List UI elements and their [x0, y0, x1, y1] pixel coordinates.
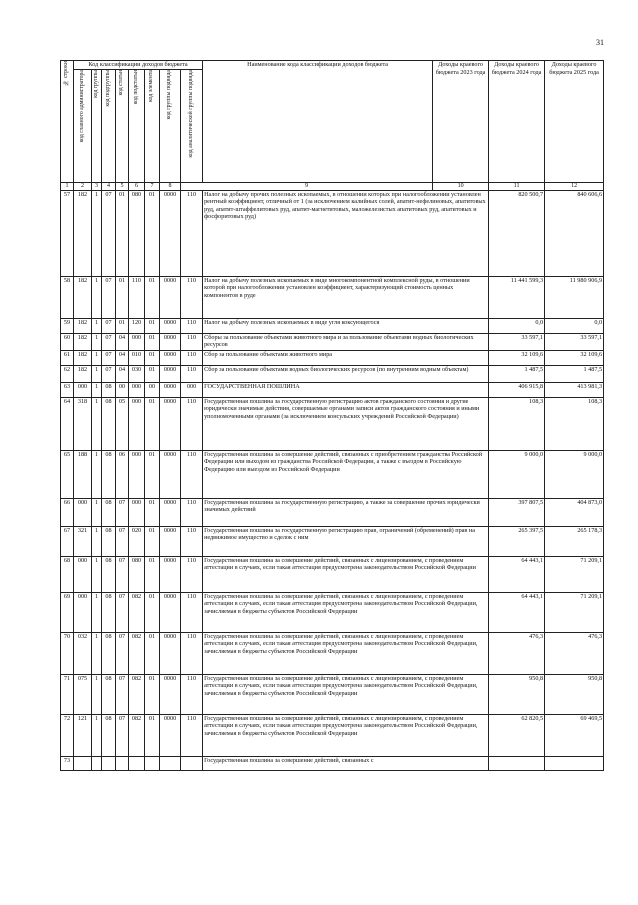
income-2023-cell: 0,0	[489, 319, 545, 334]
analytic-code-cell: 110	[181, 675, 203, 715]
table-row	[61, 319, 604, 334]
article-code-cell: 07	[116, 557, 129, 593]
income-2024-cell: 265 178,3	[545, 527, 604, 557]
element-code-cell: 01	[145, 398, 160, 451]
revenue-name-cell: Сбор за пользование объектами водных биологических ресурсов (по внутренним водным объектам)	[203, 366, 489, 383]
row-number-header: № строки	[61, 61, 74, 183]
group-code-cell: 1	[92, 557, 102, 593]
subtype-group-code-header: код группы подвида	[160, 70, 181, 183]
group-code-header: код группы	[92, 70, 102, 183]
element-code-cell: 01	[145, 366, 160, 383]
column-number: 8	[160, 183, 181, 191]
column-number: 3	[92, 183, 102, 191]
revenue-name-cell: Государственная пошлина за совершение действий, связанных с лицензированием, с проведением аттестации в случаях, если такая аттестация предусмотрена законодательством Российской Федерации, зачисляемая в бюджеты субъектов Российской Федерации	[203, 633, 489, 675]
subtype-group-code-cell: 0000	[160, 319, 181, 334]
admin-code-cell: 182	[74, 366, 92, 383]
income-2024-cell: 108,3	[545, 398, 604, 451]
income-2024-header: Доходы краевого бюджета 2024 года	[489, 61, 545, 183]
income-2023-cell	[489, 757, 545, 771]
income-2023-cell: 397 807,5	[489, 499, 545, 527]
income-2024-cell: 32 109,6	[545, 351, 604, 366]
row-number-cell: 67	[61, 527, 74, 557]
analytic-code-cell: 110	[181, 319, 203, 334]
subgroup-code-cell: 07	[102, 351, 116, 366]
income-2024-cell: 11 980 906,9	[545, 277, 604, 319]
subarticle-code-cell: 020	[129, 527, 145, 557]
revenue-name-cell: Государственная пошлина за совершение действий, связанных с приобретением гражданства Российской Федерации или выходом из гражданства Российской Федерации, а также с въездом в Российскую Федерацию или выездом из Российской Федерации	[203, 451, 489, 499]
subgroup-code-cell: 07	[102, 334, 116, 351]
table-row	[61, 277, 604, 319]
subtype-group-code-cell: 0000	[160, 633, 181, 675]
group-code-cell: 1	[92, 499, 102, 527]
row-number-cell: 70	[61, 633, 74, 675]
subtype-group-code-cell: 0000	[160, 593, 181, 633]
admin-code-cell: 000	[74, 383, 92, 398]
row-number-cell: 58	[61, 277, 74, 319]
table-row	[61, 675, 604, 715]
admin-code-cell: 318	[74, 398, 92, 451]
group-code-cell: 1	[92, 675, 102, 715]
table-row	[61, 757, 604, 771]
admin-code-cell: 075	[74, 675, 92, 715]
revenue-name-cell: Государственная пошлина за государственную регистрацию актов гражданского состояния и другие юридически значимые действия, совершаемые органами записи актов гражданского состояния и иными уполномоченными органами (за исключением консульских учреждений Российской Федерации)	[203, 398, 489, 451]
row-number-cell: 72	[61, 715, 74, 757]
column-number: 1	[61, 183, 74, 191]
subtype-group-code-cell: 0000	[160, 383, 181, 398]
element-code-cell: 01	[145, 334, 160, 351]
subgroup-code-cell: 07	[102, 319, 116, 334]
row-number-cell: 73	[61, 757, 74, 771]
subtype-group-code-cell: 0000	[160, 675, 181, 715]
group-code-cell: 1	[92, 351, 102, 366]
income-2024-cell: 413 981,3	[545, 383, 604, 398]
subarticle-code-cell: 000	[129, 451, 145, 499]
admin-code-cell: 000	[74, 499, 92, 527]
revenue-name-cell: ГОСУДАРСТВЕННАЯ ПОШЛИНА	[203, 383, 489, 398]
table-row	[61, 366, 604, 383]
income-2023-cell: 62 820,5	[489, 715, 545, 757]
table-row	[61, 633, 604, 675]
subarticle-code-cell: 000	[129, 499, 145, 527]
income-2023-cell: 64 443,1	[489, 593, 545, 633]
analytic-code-cell: 110	[181, 277, 203, 319]
subgroup-code-header: код подгруппы	[102, 70, 116, 183]
subarticle-code-cell: 010	[129, 351, 145, 366]
element-code-cell: 01	[145, 633, 160, 675]
article-code-cell: 01	[116, 191, 129, 277]
row-number-cell: 71	[61, 675, 74, 715]
admin-code-cell: 182	[74, 191, 92, 277]
subarticle-code-cell	[129, 757, 145, 771]
subarticle-code-cell: 000	[129, 334, 145, 351]
article-code-cell: 01	[116, 277, 129, 319]
analytic-code-cell: 110	[181, 351, 203, 366]
table-row	[61, 527, 604, 557]
subtype-group-code-cell: 0000	[160, 715, 181, 757]
admin-code-cell: 000	[74, 557, 92, 593]
subgroup-code-cell: 08	[102, 398, 116, 451]
row-number-cell: 61	[61, 351, 74, 366]
admin-code-cell: 000	[74, 593, 92, 633]
income-2024-cell	[545, 757, 604, 771]
admin-code-cell: 321	[74, 527, 92, 557]
income-2024-cell: 950,8	[545, 675, 604, 715]
revenue-name-cell: Налог на добычу прочих полезных ископаемых, в отношении которых при налогообложении установлен рентный коэффициент, отличный от 1 (за исключением калийных солей, апатит-нефелиновых, апатитовых руд, апатит-штаффелитовых руд, апатит-магнетитовых, маложелезистых апатитовых руд, апатитовых и фосфоритовых руд)	[203, 191, 489, 277]
subtype-group-code-cell: 0000	[160, 277, 181, 319]
subarticle-code-cell: 080	[129, 191, 145, 277]
group-code-cell: 1	[92, 366, 102, 383]
subtype-group-code-cell: 0000	[160, 451, 181, 499]
income-2024-cell: 71 209,1	[545, 593, 604, 633]
subgroup-code-cell: 08	[102, 383, 116, 398]
subtype-group-code-cell: 0000	[160, 499, 181, 527]
analytic-code-cell: 110	[181, 527, 203, 557]
income-2023-cell: 11 441 599,3	[489, 277, 545, 319]
subgroup-code-cell: 07	[102, 366, 116, 383]
subarticle-code-cell: 120	[129, 319, 145, 334]
analytic-code-cell: 110	[181, 715, 203, 757]
column-number: 12	[545, 183, 604, 191]
analytic-code-cell: 110	[181, 557, 203, 593]
income-2024-cell: 404 873,0	[545, 499, 604, 527]
revenue-name-cell: Государственная пошлина за государственную регистрацию прав, ограничений (обременений) прав на недвижимое имущество и сделок с ним	[203, 527, 489, 557]
element-code-cell: 01	[145, 557, 160, 593]
classification-header: Код классификации доходов бюджета	[74, 61, 203, 70]
subarticle-code-cell: 000	[129, 383, 145, 398]
column-number: 4	[102, 183, 116, 191]
subgroup-code-cell: 08	[102, 593, 116, 633]
income-2023-cell: 33 597,1	[489, 334, 545, 351]
row-number-cell: 64	[61, 398, 74, 451]
row-number-cell: 69	[61, 593, 74, 633]
element-code-cell: 01	[145, 675, 160, 715]
element-code-cell: 01	[145, 499, 160, 527]
article-code-cell: 07	[116, 675, 129, 715]
table-row	[61, 334, 604, 351]
article-code-cell: 07	[116, 633, 129, 675]
element-code-cell: 01	[145, 451, 160, 499]
element-code-cell: 01	[145, 593, 160, 633]
table-row	[61, 715, 604, 757]
group-code-cell: 1	[92, 398, 102, 451]
article-code-cell: 04	[116, 366, 129, 383]
article-code-cell: 04	[116, 351, 129, 366]
subgroup-code-cell: 07	[102, 191, 116, 277]
income-2023-cell: 265 397,5	[489, 527, 545, 557]
income-2023-cell: 1 487,5	[489, 366, 545, 383]
column-number: 5	[116, 183, 129, 191]
subgroup-code-cell	[102, 757, 116, 771]
admin-code-header: код главного администратора	[74, 70, 92, 183]
subarticle-code-cell: 082	[129, 633, 145, 675]
revenue-name-cell: Сборы за пользование объектами животного мира и за пользование объектами водных биологических ресурсов	[203, 334, 489, 351]
column-number: 11	[489, 183, 545, 191]
row-number-cell: 59	[61, 319, 74, 334]
table-row	[61, 191, 604, 277]
table-row	[61, 557, 604, 593]
element-code-cell: 01	[145, 715, 160, 757]
subarticle-code-cell: 000	[129, 398, 145, 451]
group-code-cell: 1	[92, 633, 102, 675]
row-number-cell: 63	[61, 383, 74, 398]
analytic-code-cell	[181, 757, 203, 771]
group-code-cell: 1	[92, 715, 102, 757]
revenue-name-cell: Сбор за пользование объектами животного мира	[203, 351, 489, 366]
element-code-cell: 01	[145, 319, 160, 334]
subarticle-code-cell: 030	[129, 366, 145, 383]
subtype-group-code-cell: 0000	[160, 398, 181, 451]
income-2024-cell: 476,3	[545, 633, 604, 675]
subgroup-code-cell: 08	[102, 633, 116, 675]
subarticle-code-cell: 082	[129, 715, 145, 757]
analytic-code-cell: 110	[181, 633, 203, 675]
article-code-cell: 01	[116, 319, 129, 334]
group-code-cell: 1	[92, 383, 102, 398]
income-2023-cell: 406 915,8	[489, 383, 545, 398]
admin-code-cell	[74, 757, 92, 771]
row-number-cell: 62	[61, 366, 74, 383]
revenue-name-cell: Государственная пошлина за совершение действий, связанных с лицензированием, с проведением аттестации в случаях, если такая аттестация предусмотрена законодательством Российской Федерации, зачисляемая в бюджеты субъектов Российской Федерации	[203, 715, 489, 757]
income-2023-cell: 64 443,1	[489, 557, 545, 593]
subtype-group-code-cell: 0000	[160, 527, 181, 557]
revenue-name-cell: Государственная пошлина за совершение действий, связанных с	[203, 757, 489, 771]
analytic-code-cell: 110	[181, 451, 203, 499]
article-code-cell: 00	[116, 383, 129, 398]
article-code-cell: 05	[116, 398, 129, 451]
admin-code-cell: 182	[74, 334, 92, 351]
column-number: 9	[181, 183, 433, 191]
row-number-cell: 57	[61, 191, 74, 277]
admin-code-cell: 032	[74, 633, 92, 675]
income-2024-cell: 0,0	[545, 319, 604, 334]
group-code-cell	[92, 757, 102, 771]
analytic-code-cell: 110	[181, 499, 203, 527]
admin-code-cell: 182	[74, 351, 92, 366]
revenue-name-cell: Государственная пошлина за совершение действий, связанных с лицензированием, с проведением аттестации в случаях, если такая аттестация предусмотрена законодательством Российской Федерации, зачисляемая в бюджеты субъектов Российской Федерации	[203, 593, 489, 633]
income-2023-cell: 476,3	[489, 633, 545, 675]
group-code-cell: 1	[92, 527, 102, 557]
table-row	[61, 383, 604, 398]
subarticle-code-cell: 080	[129, 557, 145, 593]
name-column-header: Наименование кода классификации доходов бюджета	[203, 61, 433, 183]
revenue-name-cell: Налог на добычу полезных ископаемых в виде угля коксующегося	[203, 319, 489, 334]
element-code-cell: 01	[145, 277, 160, 319]
subgroup-code-cell: 08	[102, 451, 116, 499]
element-code-cell: 00	[145, 383, 160, 398]
subarticle-code-header: код подстатьи	[129, 70, 145, 183]
admin-code-cell: 121	[74, 715, 92, 757]
element-code-header: код элемента	[145, 70, 160, 183]
column-number: 6	[129, 183, 145, 191]
table-row	[61, 593, 604, 633]
element-code-cell	[145, 757, 160, 771]
analytic-code-cell: 110	[181, 334, 203, 351]
revenue-name-cell: Государственная пошлина за совершение действий, связанных с лицензированием, с проведением аттестации в случаях, если такая аттестация предусмотрена законодательством Российской Федерации, зачисляемая в бюджеты субъектов Российской Федерации	[203, 675, 489, 715]
revenue-name-cell: Государственная пошлина за государственную регистрацию, а также за совершение прочих юридически значимых действий	[203, 499, 489, 527]
income-2023-cell: 32 109,6	[489, 351, 545, 366]
income-2023-cell: 9 000,0	[489, 451, 545, 499]
row-number-cell: 60	[61, 334, 74, 351]
subtype-group-code-cell: 0000	[160, 366, 181, 383]
element-code-cell: 01	[145, 527, 160, 557]
table-row	[61, 499, 604, 527]
admin-code-cell: 182	[74, 319, 92, 334]
revenue-table	[60, 60, 604, 771]
subgroup-code-cell: 08	[102, 675, 116, 715]
article-code-cell: 06	[116, 451, 129, 499]
income-2025-header: Доходы краевого бюджета 2025 года	[545, 61, 604, 183]
column-numbers-row	[61, 183, 604, 191]
row-number-cell: 66	[61, 499, 74, 527]
subtype-group-code-cell: 0000	[160, 351, 181, 366]
subtype-group-code-cell: 0000	[160, 334, 181, 351]
element-code-cell: 01	[145, 351, 160, 366]
income-2023-cell: 108,3	[489, 398, 545, 451]
article-code-cell: 07	[116, 527, 129, 557]
article-code-cell: 07	[116, 593, 129, 633]
income-2024-cell: 71 209,1	[545, 557, 604, 593]
admin-code-cell: 188	[74, 451, 92, 499]
table-row	[61, 398, 604, 451]
analytic-group-code-header: код аналитической группы подвида	[181, 70, 203, 183]
income-2024-cell: 1 487,5	[545, 366, 604, 383]
analytic-code-cell: 110	[181, 366, 203, 383]
row-number-cell: 68	[61, 557, 74, 593]
group-code-cell: 1	[92, 277, 102, 319]
subarticle-code-cell: 082	[129, 675, 145, 715]
article-code-cell	[116, 757, 129, 771]
article-code-cell: 07	[116, 499, 129, 527]
article-code-cell: 04	[116, 334, 129, 351]
income-2024-cell: 69 469,5	[545, 715, 604, 757]
article-code-header: код статьи	[116, 70, 129, 183]
column-number: 7	[145, 183, 160, 191]
income-2024-cell: 840 606,6	[545, 191, 604, 277]
column-number: 2	[74, 183, 92, 191]
subgroup-code-cell: 07	[102, 277, 116, 319]
income-2024-cell: 9 000,0	[545, 451, 604, 499]
analytic-code-cell: 000	[181, 383, 203, 398]
group-code-cell: 1	[92, 319, 102, 334]
income-2023-cell: 820 500,7	[489, 191, 545, 277]
income-2024-cell: 33 597,1	[545, 334, 604, 351]
group-code-cell: 1	[92, 451, 102, 499]
column-number: 10	[433, 183, 489, 191]
analytic-code-cell: 110	[181, 191, 203, 277]
article-code-cell: 07	[116, 715, 129, 757]
revenue-name-cell: Государственная пошлина за совершение действий, связанных с лицензированием, с проведением аттестации в случаях, если такая аттестация предусмотрена законодательством Российской Федерации	[203, 557, 489, 593]
income-2023-cell: 950,8	[489, 675, 545, 715]
subgroup-code-cell: 08	[102, 715, 116, 757]
subgroup-code-cell: 08	[102, 499, 116, 527]
group-code-cell: 1	[92, 593, 102, 633]
subarticle-code-cell: 110	[129, 277, 145, 319]
table-row	[61, 351, 604, 366]
income-2023-header: Доходы краевого бюджета 2023 года	[433, 61, 489, 183]
subtype-group-code-cell	[160, 757, 181, 771]
group-code-cell: 1	[92, 334, 102, 351]
subgroup-code-cell: 08	[102, 527, 116, 557]
analytic-code-cell: 110	[181, 593, 203, 633]
subarticle-code-cell: 082	[129, 593, 145, 633]
admin-code-cell: 182	[74, 277, 92, 319]
group-code-cell: 1	[92, 191, 102, 277]
table-row	[61, 451, 604, 499]
element-code-cell: 01	[145, 191, 160, 277]
analytic-code-cell: 110	[181, 398, 203, 451]
page-number: 31	[596, 38, 604, 47]
revenue-name-cell: Налог на добычу полезных ископаемых в виде многокомпонентной комплексной руды, в отношении которой при налогообложении установлен коэффициент, характеризующий стоимость ценных компонентов в руде	[203, 277, 489, 319]
subtype-group-code-cell: 0000	[160, 191, 181, 277]
subgroup-code-cell: 08	[102, 557, 116, 593]
row-number-cell: 65	[61, 451, 74, 499]
subtype-group-code-cell: 0000	[160, 557, 181, 593]
